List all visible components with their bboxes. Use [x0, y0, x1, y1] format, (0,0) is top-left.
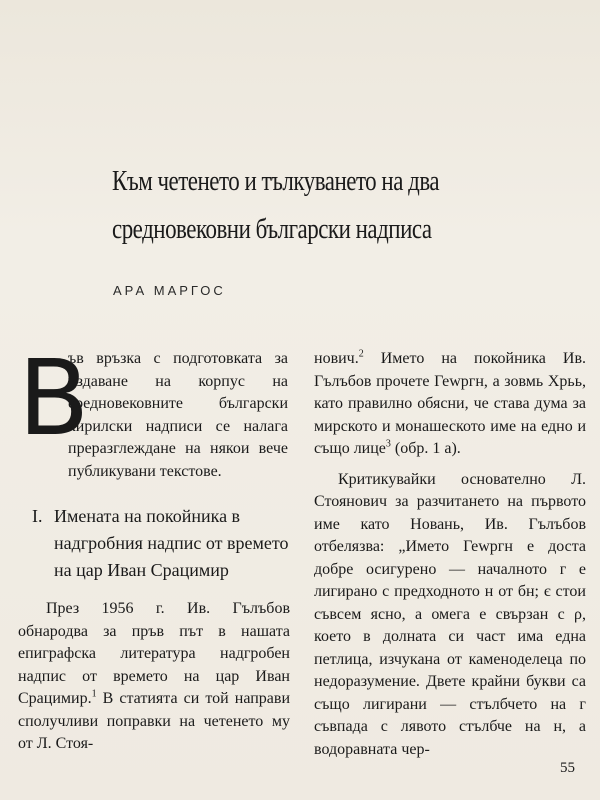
right-paragraph-1 — [314, 348, 586, 461]
left-paragraph-text: През 1956 г. Ив. Гълъбов обнародва за пръв път в нашата епиграфска литература надгробен надпис от времето на цар Иван Срацимир. — [18, 600, 290, 707]
right-p1-mid: Името на покойника Ив. Гълъбов прочете Геwргн, а зовмь Хрьь, като правилно обясни, че става дума за мирското и монашеското име на едно и също лице — [314, 350, 586, 457]
intro-text: ъв връзка с подготовката за издаване на корпус на средновековните български кирилски надписи се налага преразглеждане на някои вече публикувани текстове. — [68, 350, 288, 480]
section-title: Имената на покойника в надгробния надпис от времето на цар Иван Срацимир — [54, 506, 289, 580]
footnote-ref-1: 1 — [91, 688, 97, 700]
drop-cap: В — [18, 337, 90, 459]
page-number: 55 — [560, 760, 575, 776]
author-name: АРА МАРГОС — [113, 283, 226, 298]
section-number: I. — [32, 506, 43, 526]
title-line-2: средновековни български надписа — [112, 214, 432, 245]
intro-paragraph — [68, 348, 288, 483]
left-paragraph — [18, 598, 290, 756]
right-column-body — [314, 348, 586, 761]
left-column-body — [18, 598, 290, 756]
right-p1-start: нович. — [314, 350, 359, 367]
article-title — [112, 158, 497, 254]
right-paragraph-2: Критикувайки основателно Л. Стоянович за разчитането на първото име като Новань, Ив. Гълъбов отбелязва: „Името Геwргн е доста добре осигурено — началното г е лигирано с предходното н от бн; є стои съвсем ясно, а омега е свързан с ρ, което в долната си част има една петлица, изчукана от каменоделеца по недоразумение. Двете крайни букви са също лигирани — стълбчето на г съвпада с лявото стълбче на н, а водоравната чер- — [314, 470, 586, 758]
footnote-ref-2: 2 — [358, 348, 364, 360]
left-paragraph-cont: В статията си той направи сполучливи поправки на четенето му от Л. Стоя- — [18, 690, 290, 752]
title-line-1: Към четенето и тълкуването на два — [112, 166, 440, 197]
right-p1-end: (обр. 1 а). — [390, 440, 461, 457]
footnote-ref-3: 3 — [385, 438, 391, 450]
